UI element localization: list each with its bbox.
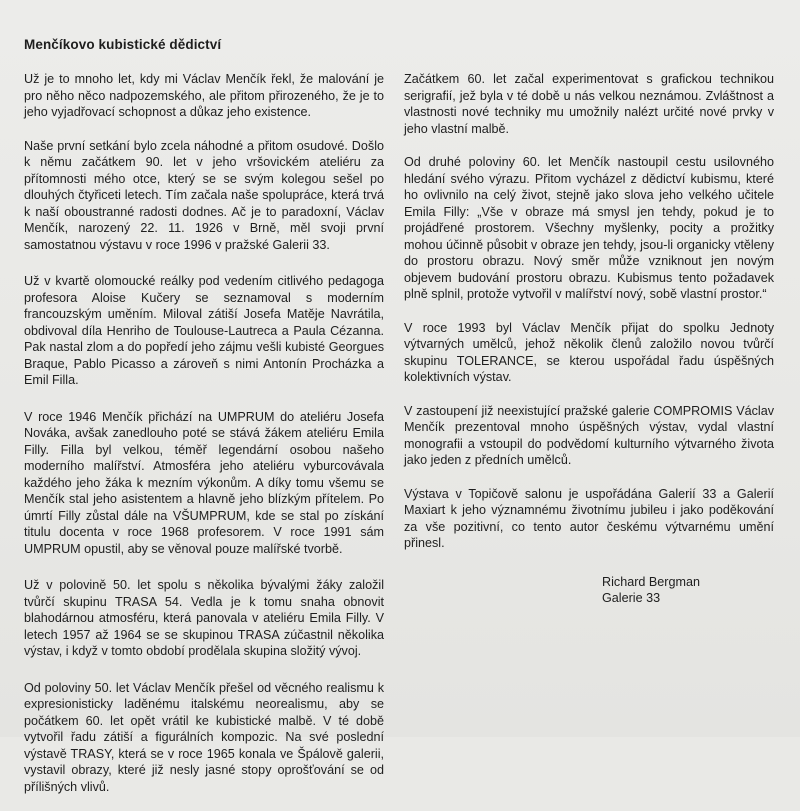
paragraph: V roce 1993 byl Václav Menčík přijat do spolku Jednoty výtvarných umělců, jehož několik členů založilo novou tvůrčí skupinu TOLERANCE, se kterou uspořádal řadu úspěšných kolektivních výstav. xyxy=(404,320,774,384)
paragraph: Začátkem 60. let začal experimentovat s grafickou technikou serigrafií, jež byla v té době u nás velkou neznámou. Zvláštnost a vlastnosti nové techniky mu umožnily nalézt určité nové prvky v jeho vlastní malbě. xyxy=(404,72,774,136)
paragraph: Od druhé poloviny 60. let Menčík nastoupil cestu usilovného hledání svého výrazu. Přitom vycházel z dědictví kubismu, které ho ovlivnilo na celý život, stejně jako slova jeho velkého učitele Emila Filly: „Vše v obraze má smysl jen tehdy, pokud je to projádřené prostorem. Všechny myšlenky, pocity a prožitky mohou účinně působit v obraze jen tehdy, jsou-li organicky vtěleny do prostoru obrazu. Nový směr může vzniknout jen novým objevem budování prostoru obrazu. Kubismus tento požadavek plně splnil, protože vytvořil v malířství nový, sobě vlastní prostor.“ xyxy=(404,155,774,301)
paragraph: Už je to mnoho let, kdy mi Václav Menčík řekl, že malování je pro něho něco nadpozemského, ale přitom přirozeného, že je to jeho vyjadřovací schopnost a důkaz jeho existence. xyxy=(24,72,384,119)
paragraph: Už v polovině 50. let spolu s několika bývalými žáky založil tvůrčí skupinu TRASA 54. Vedla je k tomu snaha obnovit blahodárnou atmosféru, která panovala v ateliéru Emila Filly. V letech 1957 až 1964 se se skupinou TRASA zúčastnil několika výstav, i když v tomto období prodělala skupina složitý vývoj. xyxy=(24,578,384,658)
paragraph: Od poloviny 50. let Václav Menčík přešel od věcného realismu k expresionisticky laděnému italskému neorealismu, aby se počátkem 60. let opět vrátil ke kubistické malbě. V té době vytvořil řadu zátiší a figurálních kompozic. Na své poslední výstavě TRASY, která se v roce 1965 konala ve Špálově galerii, vystavil obrazy, které již nesly jasné stopy oprošťování se od přílišných vlivů. xyxy=(24,680,384,794)
paragraph: V roce 1946 Menčík přichází na UMPRUM do ateliéru Josefa Nováka, avšak zanedlouho poté se stává žákem ateliéru Emila Filly. Filla byl velkou, téměř legendární osobou našeho moderního malířství. Atmosféra jeho ateliéru vyburcovávala každého jeho žáka k mezním výkonům. A díky tomu všemu se Menčík stal jeho asistentem a hlavně jeho blízkým přítelem. Po úmrtí Filly zůstal dále na VŠUMPRUM, kde se stal po získání titulu docenta v roce 1968 profesorem. V roce 1991 sám UMPRUM opustil, aby se věnoval pouze malířské tvorbě. xyxy=(24,409,384,556)
signature-name: Richard Bergman xyxy=(602,574,700,589)
paragraph: V zastoupení již neexistující pražské galerie COMPROMIS Václav Menčík prezentoval mnoho úspěšných výstav, vydal vlastní monografii a vstoupil do podvědomí kulturního výtvarného života jako jeden z předních umělců. xyxy=(404,403,774,467)
document-title: Menčíkovo kubistické dědictví xyxy=(24,37,222,52)
left-column xyxy=(24,71,384,811)
paragraph: Už v kvartě olomoucké reálky pod vedením citlivého pedagoga profesora Aloise Kučery se seznamoval s moderním francouzským uměním. Miloval zátiší Josefa Matěje Navrátila, obdivoval díla Henriho de Toulouse-Lautreca a Paula Cézanna. Pak nastal zlom a do popředí jeho zájmu vešli kubisté Georgues Braque, Pablo Picasso a zároveň s nimi Antonín Procházka a Emil Filla. xyxy=(24,274,384,387)
paragraph: Naše první setkání bylo zcela náhodné a přitom osudové. Došlo k němu začátkem 90. let v jeho vršovickém ateliéru za přítomnosti mého otce, který se se svým kolegou sešel po dlouhých čtyřiceti letech. Tím začala naše spolupráce, která trvá k naší oboustranné radosti dodnes. Ač je to paradoxní, Václav Menčík, narozený 22. 11. 1926 v Brně, měl svoji první samostatnou výstavu v roce 1996 v pražské Galerii 33. xyxy=(24,138,384,252)
right-column xyxy=(404,71,774,607)
signature-block xyxy=(602,574,774,607)
paragraph: Výstava v Topičově salonu je uspořádána Galerií 33 a Galerií Maxiart k jeho významnému životnímu jubileu i jako poděkování za vše pozitivní, co tento autor českému výtvarnému umění přinesl. xyxy=(404,486,774,550)
signature-organization: Galerie 33 xyxy=(602,591,661,605)
